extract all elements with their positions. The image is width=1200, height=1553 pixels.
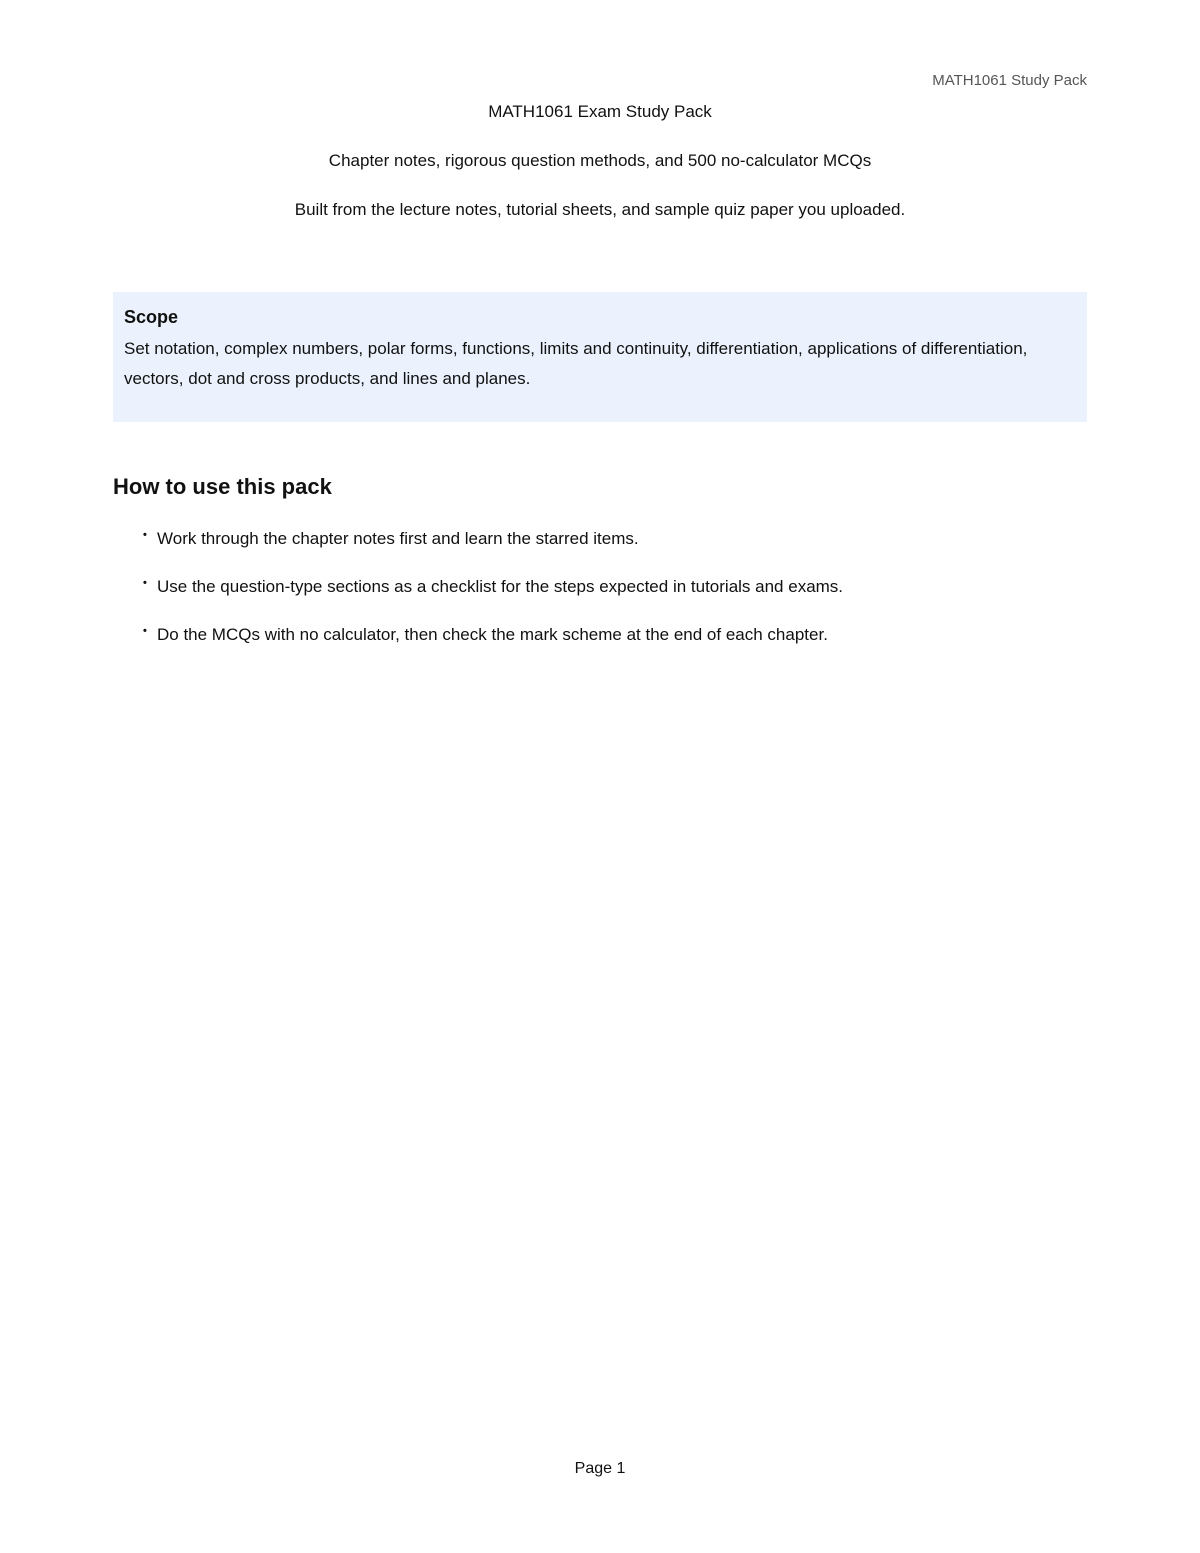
list-item: [143, 527, 1087, 551]
page-number: Page 1: [574, 1460, 626, 1477]
bullet-icon: •: [143, 529, 147, 541]
scope-heading: Scope: [124, 307, 179, 327]
how-to-use-list: [143, 527, 1087, 671]
list-item-text: Use the question-type sections as a checklist for the steps expected in tutorials and exams.: [157, 577, 844, 596]
scope-text: Set notation, complex numbers, polar forms, functions, limits and continuity, differentiation, applications of differentiation, vectors, dot and cross products, and lines and planes.: [124, 339, 1028, 388]
bullet-icon: •: [143, 577, 147, 589]
document-title: MATH1061 Exam Study Pack: [488, 102, 712, 121]
title-block: [113, 100, 1087, 247]
running-header: MATH1061 Study Pack: [932, 72, 1087, 89]
bullet-icon: •: [143, 625, 147, 637]
source-note: Built from the lecture notes, tutorial sheets, and sample quiz paper you uploaded.: [294, 200, 906, 219]
document-subtitle: Chapter notes, rigorous question methods, and 500 no-calculator MCQs: [328, 151, 872, 170]
how-to-use-heading: How to use this pack: [113, 474, 332, 499]
list-item: [143, 575, 1087, 599]
scope-callout: [113, 292, 1087, 422]
list-item-text: Do the MCQs with no calculator, then check the mark scheme at the end of each chapter.: [157, 625, 828, 644]
list-item: [143, 623, 1087, 647]
list-item-text: Work through the chapter notes first and learn the starred items.: [157, 529, 639, 548]
